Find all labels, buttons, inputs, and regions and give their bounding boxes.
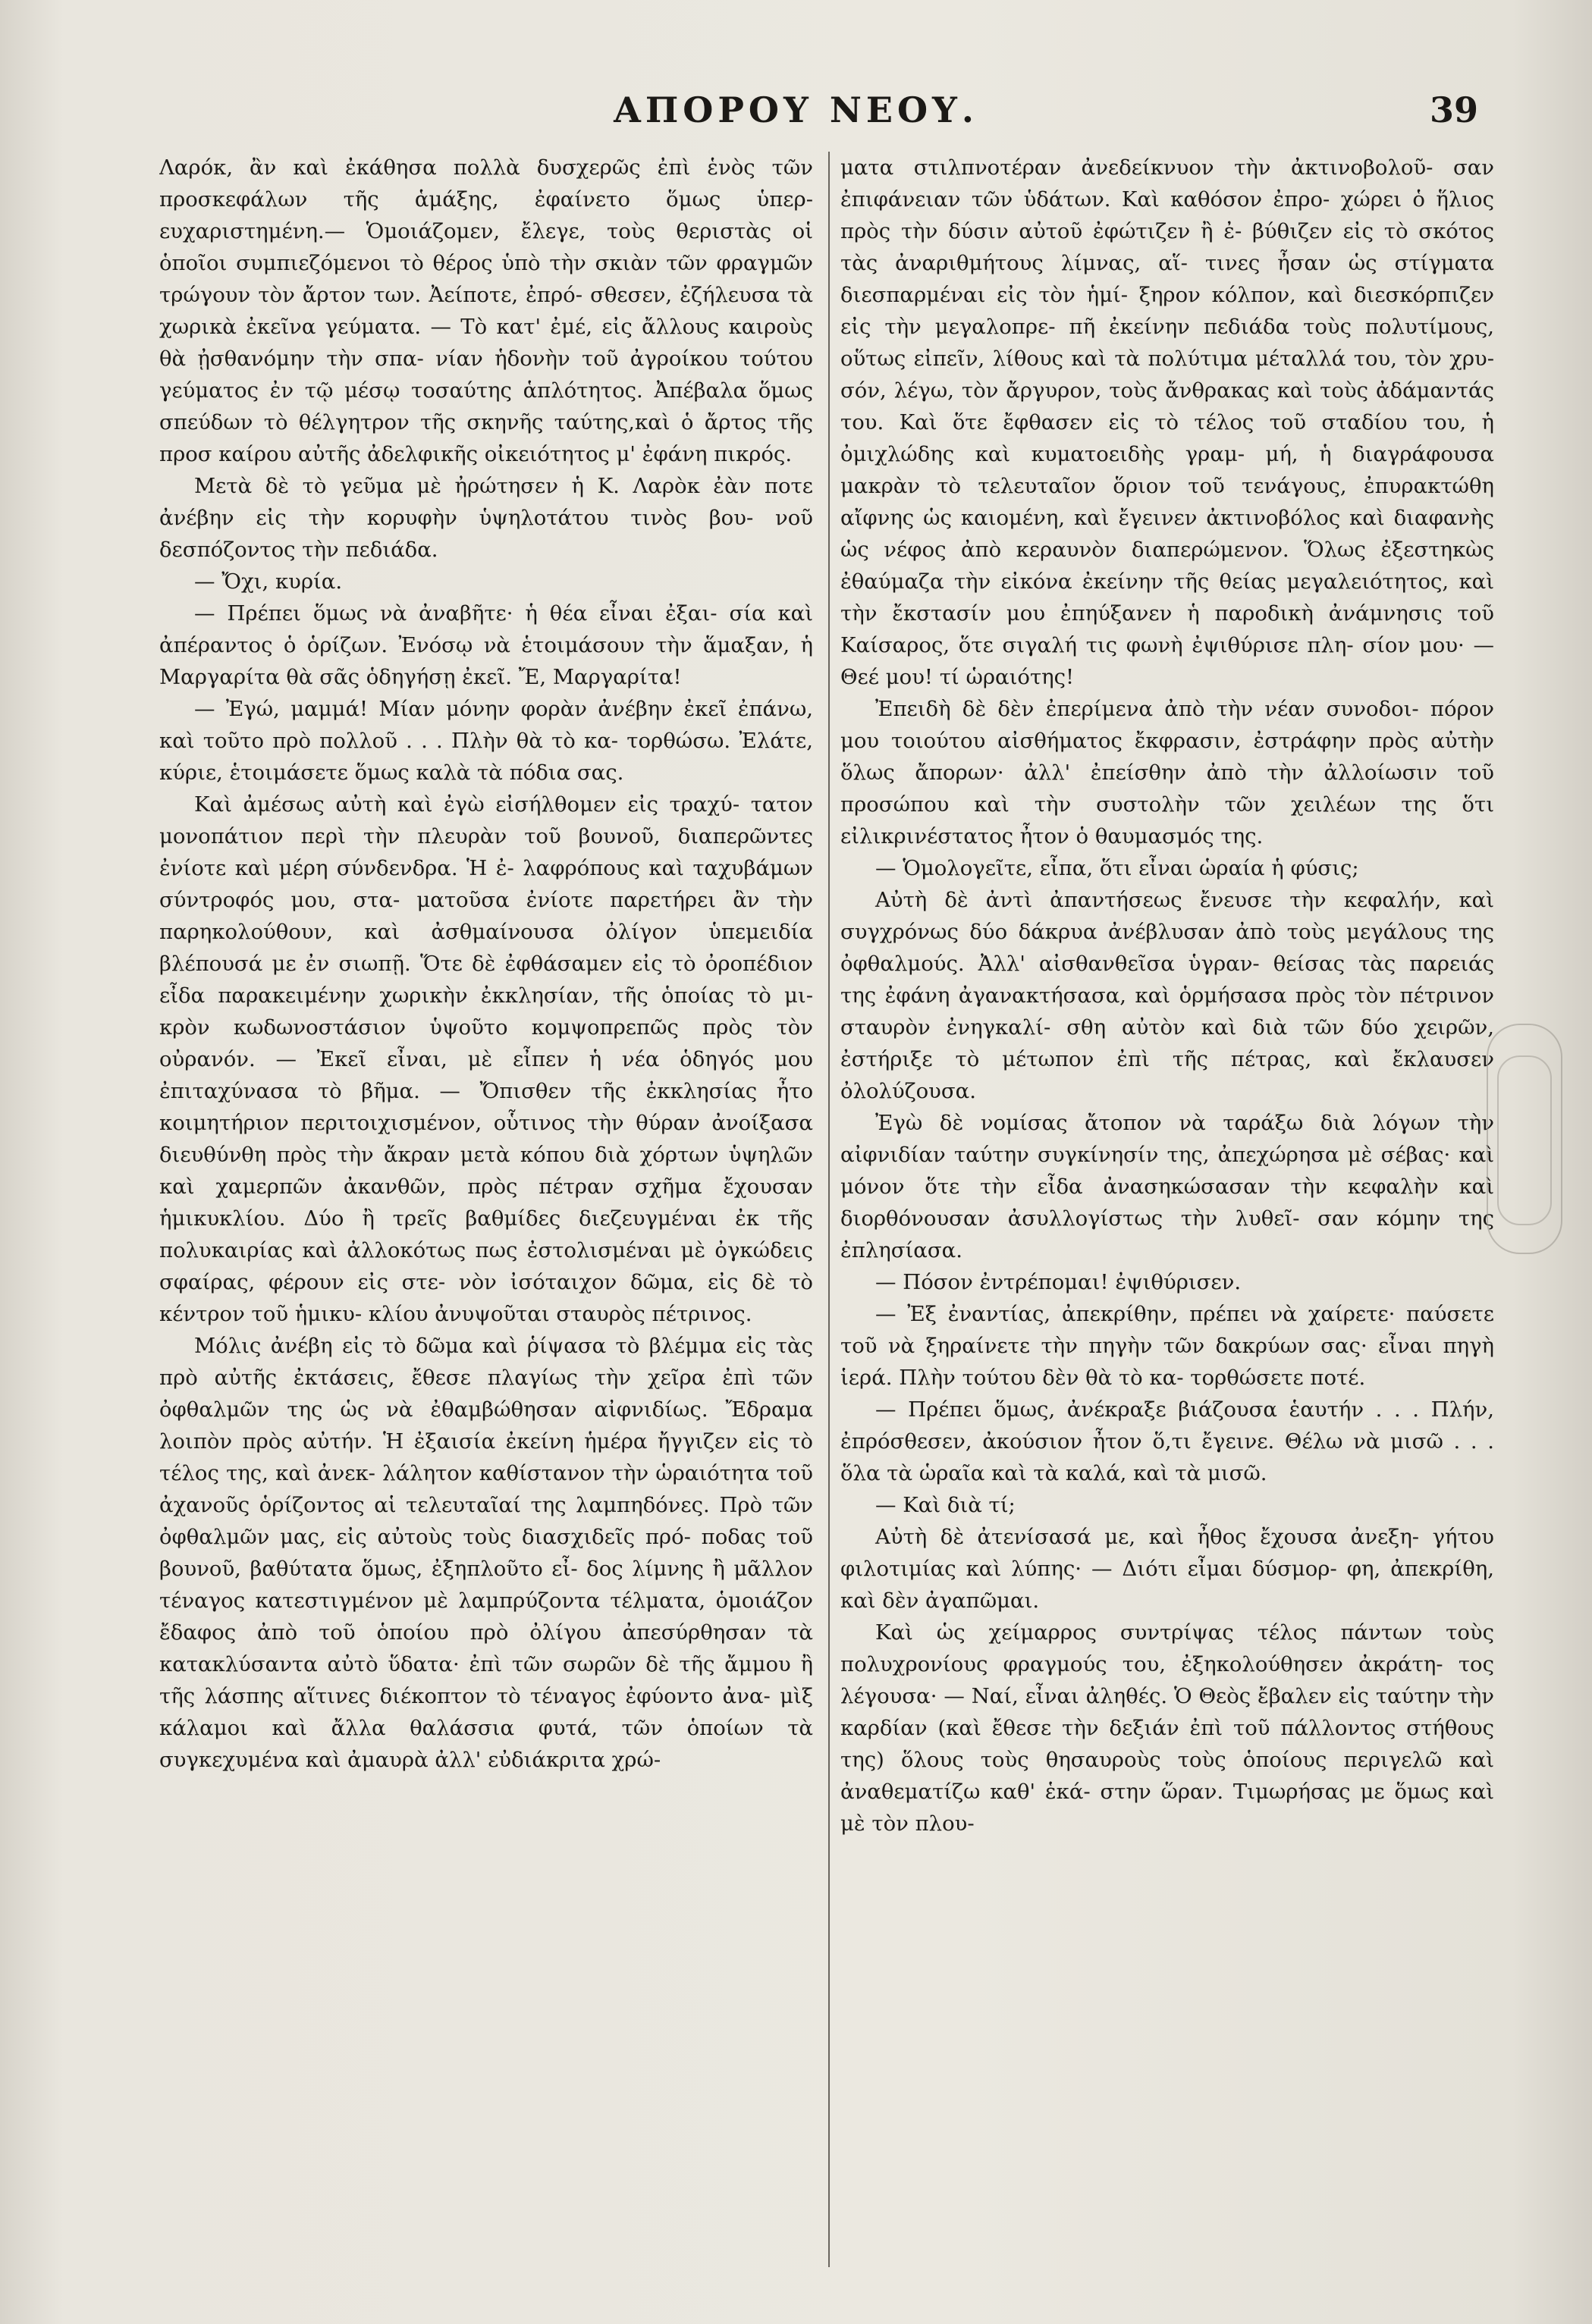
page-number: 39 [1429, 89, 1478, 130]
paragraph: Καὶ ἀμέσως αὐτὴ καὶ ἐγὼ εἰσήλθομεν εἰς τραχύ- τατον μονοπάτιον περὶ τὴν πλευρὰν τοῦ βουνοῦ, διαπερῶντες ἐνίοτε καὶ μέρη σύνδενδρα. Ἡ ἐ- λαφρόπους καὶ ταχυβάμων σύντροφός μου, στα- ματοῦσα ἐνίοτε παρετήρει ἂν τὴν παρηκολούθουν, καὶ ἀσθμαίνουσα ὀλίγον ὑπεμειδία βλέπουσά με ἐν σιωπῇ. Ὅτε δὲ ἐφθάσαμεν εἰς τὸ ὀροπέδιον εἶδα παρακειμένην χωρικὴν ἐκκλησίαν, τῆς ὁποίας τὸ μι- κρὸν κωδωνοστάσιον ὑψοῦτο κομψοπρεπῶς πρὸς τὸν οὐρανόν. — Ἐκεῖ εἶναι, μὲ εἶπεν ἡ νέα ὁδηγός μου ἐπιταχύνασα τὸ βῆμα. — Ὄπισθεν τῆς ἐκκλησίας ἦτο κοιμητήριον περιτοιχισμένον, οὗτινος τὴν θύραν ἀνοίξασα διευθύνθη πρὸς τὴν ἄκραν μετὰ κόπου διὰ χόρτων ὑψηλῶν καὶ χαμερπῶν ἀκανθῶν, πρὸς πέτραν σχῆμα ἔχουσαν ἡμικυκλίου. Δύο ἢ τρεῖς βαθμίδες διεζευγμέναι ἐκ τῆς πολυκαιρίας καὶ ἀλλοκότως πως ἐστολισμέναι μὲ ὀγκώδεις σφαίρας, φέρουν εἰς στε- νὸν ἰσόταιχον δῶμα, εἰς δὲ τὸ κέντρον τοῦ ἡμικυ- κλίου ἀνυψοῦται σταυρὸς πέτρινος. [159, 792, 813, 1326]
paragraph: — Ἐξ ἐναντίας, ἀπεκρίθην, πρέπει νὰ χαίρετε· παύσετε τοῦ νὰ ξηραίνετε τὴν πηγὴν τῶν δακρύων σας· εἶναι πηγὴ ἱερά. Πλὴν τούτου δὲν θὰ τὸ κα- τορθώσετε ποτέ. [840, 1302, 1494, 1390]
library-stamp [1487, 1024, 1562, 1254]
right-text-column [840, 152, 1494, 2275]
stamp-inner-border [1497, 1055, 1552, 1225]
page-header [0, 89, 1592, 158]
paragraph: ματα στιλπνοτέραν ἀνεδείκνυον τὴν ἀκτινοβολοῦ- σαν ἐπιφάνειαν τῶν ὑδάτων. Καὶ καθόσον ἐπρο- χώρει ὁ ἥλιος πρὸς τὴν δύσιν αὐτοῦ ἐφώτιζεν ἢ ἐ- βύθιζεν εἰς τὸ σκότος τὰς ἀναριθμήτους λίμνας, αἵ- τινες ἦσαν ὡς στίγματα διεσπαρμέναι εἰς τὸν ἡμί- ξηρον κόλπον, καὶ διεσκόρπιζεν εἰς τὴν μεγαλοπρε- πῆ ἐκείνην πεδιάδα τοὺς πολυτίμους, οὕτως εἰπεῖν, λίθους καὶ τὰ πολύτιμα μέταλλά του, τὸν χρυ- σόν, λέγω, τὸν ἄργυρον, τοὺς ἄνθρακας καὶ τοὺς ἀδάμαντάς του. Καὶ ὅτε ἔφθασεν εἰς τὸ τέλος τοῦ σταδίου του, ἡ ὀμιχλώδης καὶ κυματοειδὴς γραμ- μή, ἡ διαγράφουσα μακρὰν τὸ τελευταῖον ὅριον τοῦ τενάγους, ἐπυρακτώθη αἴφνης ὡς καιομένη, καὶ ἔγεινεν ἀκτινοβόλος καὶ διαφανὴς ὡς νέφος ἀπὸ κεραυνὸν διαπερώμενον. Ὅλως ἐξεστηκὼς ἐθαύμαζα τὴν εἰκόνα ἐκείνην τῆς θείας μεγαλειότητος, καὶ τὴν ἔκστασίν μου ἐπηύξανεν ἡ παροδικὴ ἀνάμνησις τοῦ Καίσαρος, ὅτε σιγαλή τις φωνὴ ἐψιθύρισε πλη- σίον μου· — Θεέ μου! τί ὡραιότης! [840, 155, 1494, 689]
paragraph: Αὐτὴ δὲ ἀντὶ ἀπαντήσεως ἔνευσε τὴν κεφαλήν, καὶ συγχρόνως δύο δάκρυα ἀνέβλυσαν ἀπὸ τοὺς μεγάλους της ὀφθαλμούς. Ἀλλ' αἰσθανθεῖσα ὑγραν- θείσας τὰς παρειάς της ἐφάνη ἀγανακτήσασα, καὶ ὁρμήσασα πρὸς τὸν πέτρινον σταυρὸν ἐνηγκαλί- σθη αὐτὸν καὶ διὰ τῶν δύο χειρῶν, ἐστήριξε τὸ μέτωπον ἐπὶ τῆς πέτρας, καὶ ἔκλαυσεν ὀλολύζουσα. [840, 888, 1494, 1103]
paragraph: Αὐτὴ δὲ ἀτενίσασά με, καὶ ἦθος ἔχουσα ἀνεξη- γήτου φιλοτιμίας καὶ λύπης· — Διότι εἶμαι δύσμορ- φη, ἀπεκρίθη, καὶ δὲν ἀγαπῶμαι. [840, 1525, 1494, 1613]
paragraph: Ἐγὼ δὲ νομίσας ἄτοπον νὰ ταράξω διὰ λόγων τὴν αἰφνιδίαν ταύτην συγκίνησίν της, ἀπεχώρησα μὲ σέβας· καὶ μόνον ὅτε τὴν εἶδα ἀνασηκώσασαν τὴν κεφαλὴν καὶ διορθόνουσαν ἀσυλλογίστως τὴν λυθεῖ- σαν κόμην της ἐπλησίασα. [840, 1111, 1494, 1262]
paragraph: — Πρέπει ὅμως, ἀνέκραξε βιάζουσα ἑαυτήν . . . Πλήν, ἐπρόσθεσεν, ἀκούσιον ἦτον ὅ,τι ἔγεινε. Θέλω νὰ μισῶ . . . ὅλα τὰ ὡραῖα καὶ τὰ καλά, καὶ τὰ μισῶ. [840, 1397, 1494, 1485]
paragraph: — Ἐγώ, μαμμά! Μίαν μόνην φορὰν ἀνέβην ἐκεῖ ἐπάνω, καὶ τοῦτο πρὸ πολλοῦ . . . Πλὴν θὰ τὸ κα- τορθώσω. Ἐλάτε, κύριε, ἑτοιμάσετε ὅμως καλὰ τὰ πόδια σας. [159, 697, 813, 785]
paragraph: — Ὄχι, κυρία. [194, 569, 343, 594]
paragraph: — Πόσον ἐντρέπομαι! ἐψιθύρισεν. [875, 1270, 1242, 1294]
paragraph: Μόλις ἀνέβη εἰς τὸ δῶμα καὶ ῥίψασα τὸ βλέμμα εἰς τὰς πρὸ αὐτῆς ἐκτάσεις, ἔθεσε πλαγίως τὴν χεῖρα ἐπὶ τῶν ὀφθαλμῶν της ὡς νὰ ἐθαμβώθησαν αἰφνιδίως. Ἔδραμα λοιπὸν πρὸς αὐτήν. Ἡ ἐξαισία ἐκείνη ἡμέρα ἤγγιζεν εἰς τὸ τέλος της, καὶ ἀνεκ- λάλητον καθίστανον τὴν ὡραιότητα τοῦ ἀχανοῦς ὁρίζοντος αἱ τελευταῖαί της λαμπηδόνες. Πρὸ τῶν ὀφθαλμῶν μας, εἰς αὐτοὺς τοὺς διασχιδεῖς πρό- ποδας τοῦ βουνοῦ, βαθύτατα ὅμως, ἐξηπλοῦτο εἶ- δος λίμνης ἢ μᾶλλον τέναγος κατεστιγμένον μὲ λαμπρύζοντα τέλματα, ὁμοιάζον ἔδαφος ἀπὸ τοῦ ὁποίου πρὸ ὀλίγου ἀπεσύρθησαν τὰ κατακλύσαντα αὐτὸ ὕδατα· ἐπὶ τῶν σωρῶν δὲ τῆς ἄμμου ἢ τῆς λάσπης αἵτινες διέκοπτον τὸ τέναγος ἐφύοντο ἀνα- μὶξ κάλαμοι καὶ ἄλλα θαλάσσια φυτά, τῶν ὁποίων τὰ συγκεχυμένα καὶ ἀμαυρὰ ἀλλ' εὐδιάκριτα χρώ- [159, 1334, 813, 1772]
paragraph: — Ὁμολογεῖτε, εἶπα, ὅτι εἶναι ὡραία ἡ φύσις; [875, 856, 1359, 880]
paragraph: Ἐπειδὴ δὲ δὲν ἐπερίμενα ἀπὸ τὴν νέαν συνοδοι- πόρον μου τοιούτου αἰσθήματος ἔκφρασιν, ἐστράφην πρὸς αὐτὴν ὅλως ἄπορων· ἀλλ' ἐπείσθην ἀπὸ τὴν ἀλλοίωσιν τοῦ προσώπου καὶ τὴν συστολὴν τῶν χειλέων της ὅτι εἰλικρινέστατος ἦτον ὁ θαυμασμός της. [840, 697, 1494, 848]
left-text-column [159, 152, 813, 2275]
column-divider [828, 152, 830, 2267]
paragraph: — Πρέπει ὅμως νὰ ἀναβῆτε· ἡ θέα εἶναι ἐξαι- σία καὶ ἀπέραντος ὁ ὁρίζων. Ἐνόσῳ νὰ ἑτοιμάσουν τὴν ἅμαξαν, ἡ Μαργαρίτα θὰ σᾶς ὁδηγήσῃ ἐκεῖ. Ἔ, Μαργαρίτα! [159, 601, 813, 689]
paragraph: Λαρόκ, ἂν καὶ ἐκάθησα πολλὰ δυσχερῶς ἐπὶ ἑνὸς τῶν προσκεφάλων τῆς ἁμάξης, ἐφαίνετο ὅμως ὑπερ- ευχαριστημένη.— Ὁμοιάζομεν, ἔλεγε, τοὺς θεριστὰς οἱ ὁποῖοι συμπιεζόμενοι τὸ θέρος ὑπὸ τὴν σκιὰν τῶν φραγμῶν τρώγουν τὸν ἄρτον των. Ἀείποτε, ἐπρό- σθεσεν, ἐζήλευσα τὰ χωρικὰ ἐκεῖνα γεύματα. — Τὸ κατ' ἐμέ, εἰς ἄλλους καιροὺς θὰ ᾐσθανόμην τὴν σπα- νίαν ἡδονὴν τοῦ ἀγροίκου τούτου γεύματος ἐν τῷ μέσῳ τοσαύτης ἁπλότητος. Ἀπέβαλα ὅμως σπεύδων τὸ θέλγητρον τῆς σκηνῆς ταύτης,καὶ ὁ ἄρτος τῆς προσ καίρου αὐτῆς ἀδελφικῆς οἰκειότητος μ' ἐφάνη πικρός. [159, 155, 813, 466]
paragraph: Μετὰ δὲ τὸ γεῦμα μὲ ἠρώτησεν ἡ Κ. Λαρὸκ ἐὰν ποτε ἀνέβην εἰς τὴν κορυφὴν ὑψηλοτάτου τινὸς βου- νοῦ δεσπόζοντος τὴν πεδιάδα. [159, 474, 813, 562]
paragraph: — Καὶ διὰ τί; [875, 1493, 1016, 1517]
running-title: ΑΠΟΡΟΥ ΝΕΟΥ. [614, 89, 978, 130]
paragraph: Καὶ ὡς χείμαρρος συντρίψας τέλος πάντων τοὺς πολυχρονίους φραγμούς του, ἐξηκολούθησεν ἀκράτη- τος λέγουσα· — Ναί, εἶναι ἀληθές. Ὁ Θεὸς ἔβαλεν εἰς ταύτην τὴν καρδίαν (καὶ ἔθεσε τὴν δεξιάν ἐπὶ τοῦ πάλλοντος στήθους της) ὅλους τοὺς θησαυροὺς τοὺς ὁποίους περιγελῶ καὶ ἀναθεματίζω καθ' ἑκά- στην ὥραν. Τιμωρήσας με ὅμως καὶ μὲ τὸν πλου- [840, 1620, 1494, 1836]
